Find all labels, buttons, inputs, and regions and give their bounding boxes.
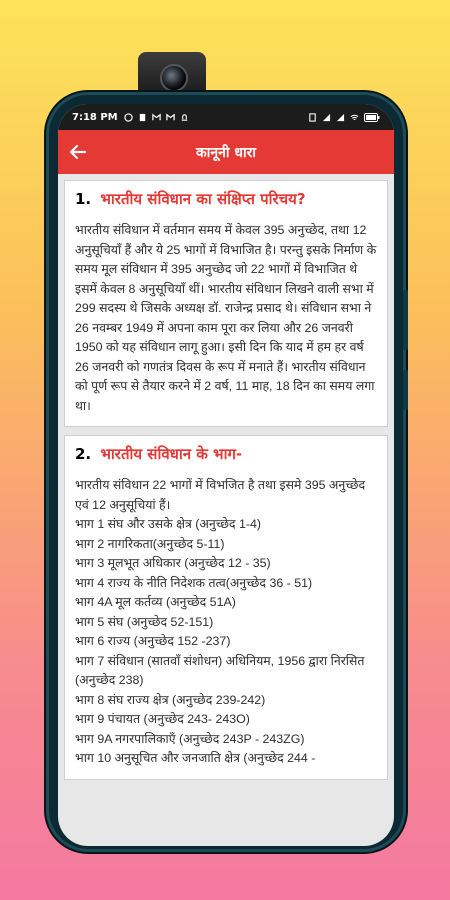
status-time: 7:18 PM (72, 111, 118, 123)
section-number: 2. (75, 445, 92, 463)
section-body: भारतीय संविधान में वर्तमान समय में केवल 395 अनुच्छेद, तथा 12 अनुसूचियाँ हैं और ये 25 भागों में विभाजित है। परन्तु इसके निर्माण के समय मूल संविधान में 395 अनुच्छेद जो 22 भागों में विभाजित थे इसमें केवल 8 अनुसूचियाँ थीं। भारतीय संविधान लिखने वाली सभा में 299 सदस्य थे जिसके अध्यक्ष डॉ. राजेन्द्र प्रसाद थे। संविधान सभा ने 26 नवम्बर 1949 में अपना काम पूरा कर लिया और 26 जनवरी 1950 को यह संविधान लागू हुआ। इसी दिन कि याद में हम हर वर्ष 26 जनवरी को गणतंत्र दिवस के रूप में मनाते हैं। भारतीय संविधान को पूर्ण रूप से तैयार करने में 2 वर्ष, 11 माह, 18 दिन का समय लगा था। (75, 223, 377, 413)
signal-icon (322, 113, 331, 122)
list-item: भाग 9A नगरपालिकाएँ (अनुच्छेद 243P - 243ZG) (75, 731, 305, 746)
status-right-icons (308, 113, 380, 122)
list-item: भाग 8 संघ राज्य क्षेत्र (अनुच्छेद 239-242) (75, 692, 266, 707)
volume-button (403, 290, 408, 350)
arrow-back-icon (68, 142, 88, 162)
list-item: भाग 3 मूलभूत अधिकार (अनुच्छेद 12 - 35) (75, 556, 271, 570)
app-screen (58, 104, 394, 846)
list-item: भाग 9 पंचायत (अनुच्छेद 243- 243O) (75, 712, 250, 726)
list-item: भाग 6 राज्य (अनुच्छेद 152 -237) (75, 634, 231, 648)
back-button[interactable] (64, 138, 92, 166)
list-item: भाग 2 नागरिकता(अनुच्छेद 5-11) (75, 536, 225, 551)
app-bar (58, 130, 394, 174)
sim-card-icon (308, 113, 317, 122)
status-left-icons (124, 113, 189, 122)
section-title (75, 189, 377, 209)
section-heading: भारतीय संविधान के भाग- (100, 445, 243, 463)
section-heading: भारतीय संविधान का संक्षिप्त परिचय? (100, 190, 306, 208)
list-item: भाग 7 संविधान (सातवाँ संशोधन) अधिनियम, 1956 द्वारा निरसित (अनुच्छेद 238) (75, 653, 365, 687)
power-button (403, 370, 408, 410)
list-item: भाग 4 राज्य के नीति निदेशक तत्व(अनुच्छेद 36 - 51) (75, 575, 313, 590)
list-item: भाग 5 संघ (अनुच्छेद 52-151) (75, 614, 214, 629)
notification-icon (180, 113, 189, 122)
content-list[interactable] (58, 174, 394, 794)
gmail-icon (166, 113, 175, 122)
whatsapp-icon (124, 113, 133, 122)
section-card-parts (64, 435, 388, 780)
gmail-icon (152, 113, 161, 122)
camera-lens (160, 64, 188, 92)
section-number: 1. (75, 190, 92, 208)
section-card-intro (64, 180, 388, 427)
wifi-icon (350, 113, 359, 122)
battery-icon (364, 113, 380, 122)
list-item: भाग 1 संघ और उसके क्षेत्र (अनुच्छेद 1-4) (75, 517, 262, 531)
section-intro: भारतीय संविधान 22 भागों में विभजित है तथा इसमे 395 अनुच्छेद एवं 12 अनुसूचियां हैं। (75, 478, 366, 512)
page-title: कानूनी धारा (195, 144, 256, 161)
signal-icon (336, 113, 345, 122)
status-bar (58, 104, 394, 130)
section-title (75, 444, 377, 464)
list-item: भाग 10 अनुसूचित और जनजाति क्षेत्र (अनुच्छेद 244 - (75, 751, 316, 765)
sim-icon (138, 113, 147, 122)
section-body (75, 476, 377, 769)
list-item: भाग 4A मूल कर्तव्य (अनुच्छेद 51A) (75, 595, 236, 609)
